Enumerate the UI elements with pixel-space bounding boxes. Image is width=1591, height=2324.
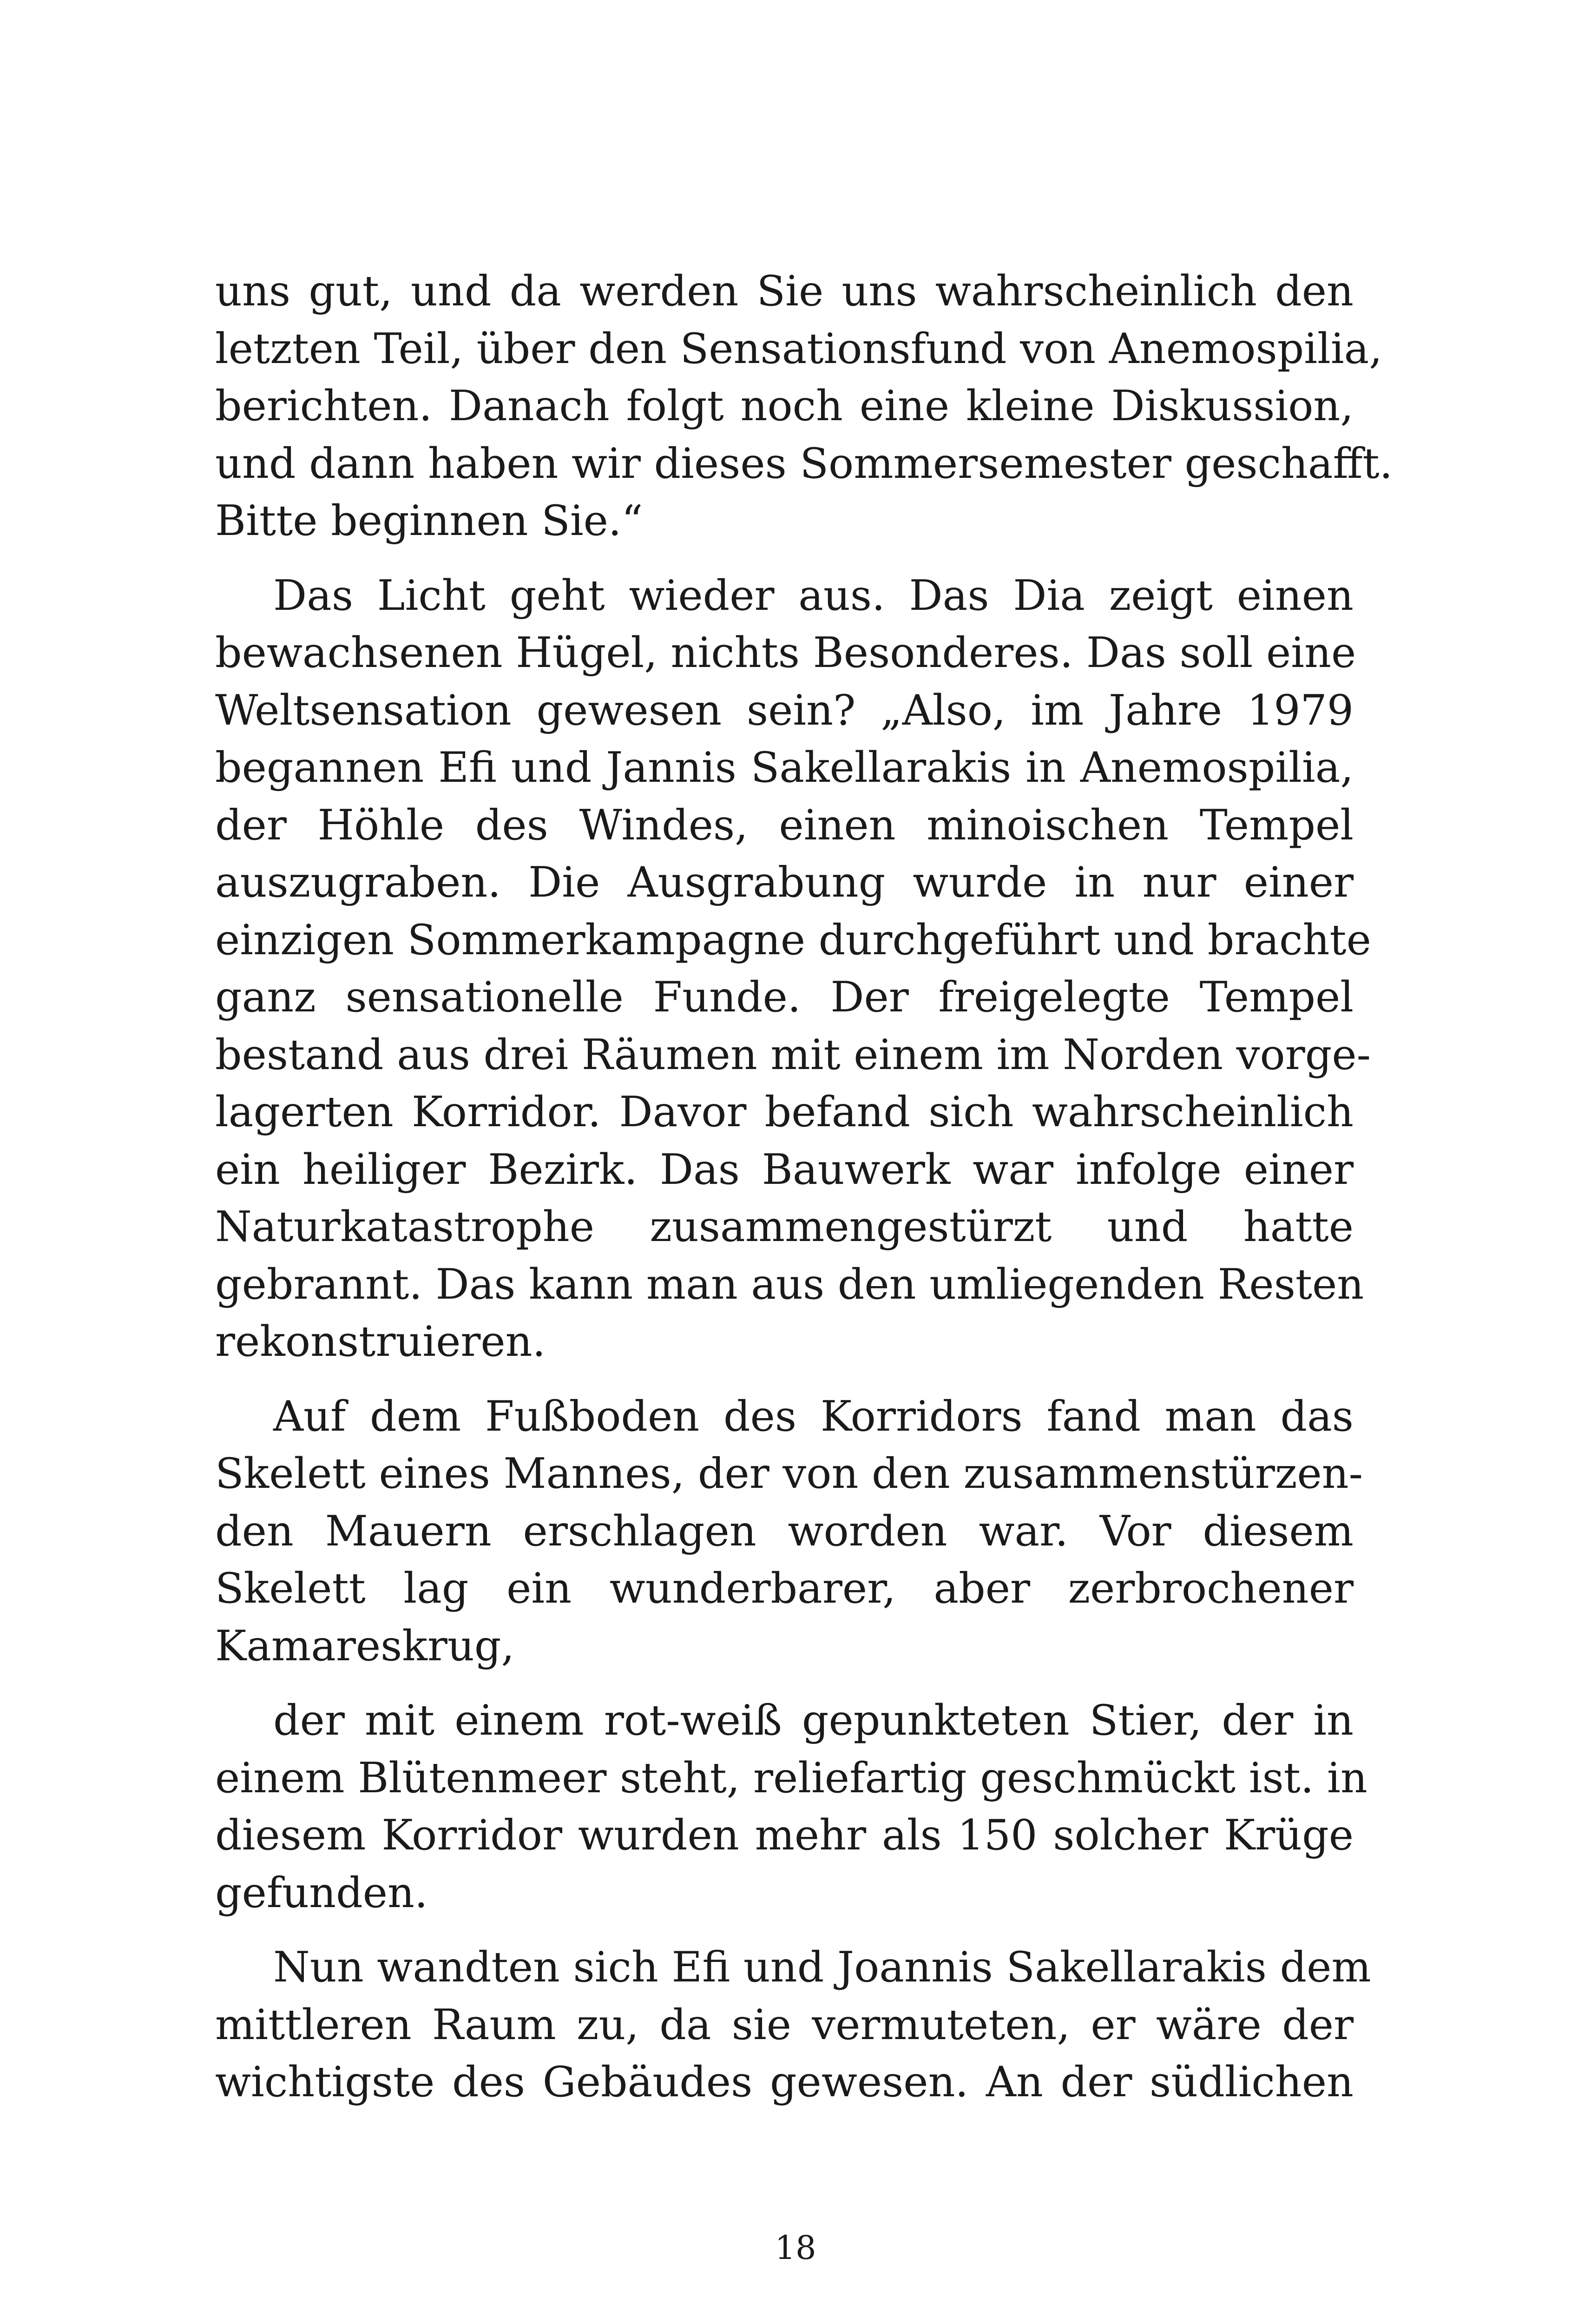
text-line: diesem Korridor wurden mehr als 150 solcher Krüge: [215, 1811, 1354, 1860]
text-line: der mit einem rot-weiß gepunkteten Stier, der in: [273, 1696, 1354, 1745]
text-line: rekonstruieren.: [215, 1317, 546, 1366]
text-line: Skelett eines Mannes, der von den zusammenstürzen-: [215, 1449, 1363, 1498]
text-line: bestand aus drei Räumen mit einem im Norden vorge-: [215, 1030, 1371, 1079]
text-line: Das Licht geht wieder aus. Das Dia zeigt einen: [273, 571, 1354, 620]
text-line: auszugraben. Die Ausgrabung wurde in nur einer: [215, 858, 1354, 907]
text-line: wichtigste des Gebäudes gewesen. An der südlichen: [215, 2058, 1354, 2106]
text-line: berichten. Danach folgt noch eine kleine Diskussion,: [215, 382, 1354, 430]
paragraph: [215, 567, 1371, 1371]
text-line: Skelett lag ein wunderbarer, aber zerbrochener: [215, 1564, 1354, 1613]
text-line: gefunden.: [215, 1868, 428, 1917]
text-line: einem Blütenmeer steht, reliefartig geschmückt ist. in: [215, 1753, 1367, 1802]
text-line: bewachsenen Hügel, nichts Besonderes. Das soll eine: [215, 628, 1356, 677]
text-line: gebrannt. Das kann man aus den umliegenden Resten: [215, 1260, 1364, 1309]
text-line: Weltsensation gewesen sein? „Also, im Jahre 1979: [215, 686, 1354, 735]
text-line: den Mauern erschlagen worden war. Vor diesem: [215, 1506, 1354, 1556]
text-line: und dann haben wir dieses Sommersemester geschafft.: [215, 439, 1393, 488]
body-text: [215, 263, 1393, 2128]
text-line: ganz sensationelle Funde. Der freigelegte Tempel: [215, 973, 1354, 1022]
text-line: Auf dem Fußboden des Korridors fand man das: [273, 1392, 1354, 1441]
text-line: ein heiliger Bezirk. Das Bauwerk war infolge einer: [215, 1145, 1354, 1194]
text-line: Naturkatastrophe zusammengestürzt und hatte: [215, 1202, 1354, 1251]
text-line: lagerten Korridor. Davor befand sich wahrscheinlich: [215, 1088, 1354, 1136]
text-line: Kamareskrug,: [215, 1621, 515, 1670]
text-line: Nun wandten sich Efi und Joannis Sakellarakis dem: [273, 1943, 1371, 1992]
paragraph: [215, 263, 1393, 550]
text-line: letzten Teil, über den Sensationsfund von Anemospilia,: [215, 324, 1382, 373]
paragraph: [215, 1692, 1367, 1921]
text-line: der Höhle des Windes, einen minoischen Tempel: [215, 800, 1354, 850]
paragraph: [215, 1939, 1371, 2111]
text-line: Bitte beginnen Sie.“: [215, 496, 643, 545]
text-line: einzigen Sommerkampagne durchgeführt und brachte: [215, 915, 1371, 964]
paragraph: [215, 1388, 1363, 1675]
text-line: uns gut, und da werden Sie uns wahrscheinlich den: [215, 267, 1354, 316]
text-line: mittleren Raum zu, da sie vermuteten, er wäre der: [215, 2000, 1354, 2049]
page-number: 18: [775, 2229, 816, 2267]
text-line: begannen Efi und Jannis Sakellarakis in Anemospilia,: [215, 743, 1354, 792]
